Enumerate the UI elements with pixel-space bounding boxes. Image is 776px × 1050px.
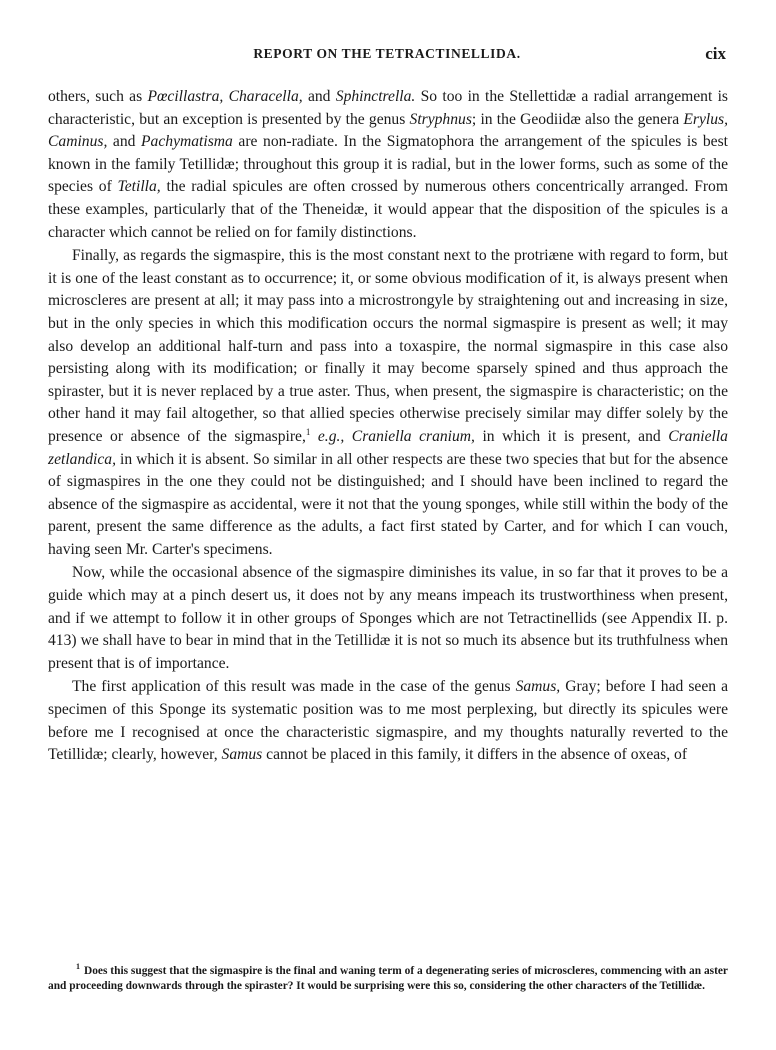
text-run: The first application of this result was made in the case of the genus — [72, 678, 516, 696]
text-run — [310, 428, 318, 445]
paragraph — [48, 86, 728, 244]
italic-term: Pœcillastra, — [147, 88, 224, 105]
footnote — [48, 964, 728, 994]
italic-term: Samus, — [515, 678, 561, 696]
italic-term: Samus — [221, 746, 263, 764]
footnote-marker: 1 — [76, 962, 80, 972]
paragraph — [48, 245, 728, 561]
italic-term: Stryphnus — [409, 110, 472, 128]
running-title: REPORT ON THE TETRACTINELLIDA. — [253, 46, 521, 61]
footnote-text: Does this suggest that the sigmaspire is the final and waning term of a degenerating series of microscleres, commencing with an aster and proceeding downwards through the spiraster? It would be surprising were this so, considering the other characters of the Tetillidæ. — [48, 965, 728, 992]
text-run: and — [302, 88, 336, 105]
paragraph — [48, 676, 728, 766]
text-run: Gray; before I had seen a specimen of this Sponge its systematic position was to me most perplexing, but directly its spicules were before me I recognised at once the characteristic sigmaspire, and my thoughts naturally reverted to the Tetillidæ; clearly, however, — [48, 678, 728, 764]
footnote-reference: 1 — [305, 426, 311, 437]
text-run: So too in the Stellettidæ a radial arrangement is characteristic, but an exception is presented by the genus — [48, 88, 728, 128]
text-run: in which it is present, and — [474, 427, 669, 445]
text-run: Finally, as regards the sigmaspire, this is the most constant next to the protriæne with regard to form, but it is one of the least constant as to occurrence; it, or some obvious modification of it, is always present when microscleres are present at all; it may pass into a microstrongyle by straightening out and increasing in size, but in the only species in which this modification occurs the normal sigmaspire is present as well; it may also develop an additional half-turn and pass into a toxaspire, the normal sigmaspire in this case also persisting along with its modification; or finally it may become sparsely spined and thus approach the spiraster, but it is never replaced by a true aster. Thus, when present, the sigmaspire is characteristic; on the other hand it may fail altogether, so that allied species otherwise precisely similar may differ solely by the presence or absence of the sigmaspire, — [48, 247, 728, 445]
text-run: in which it is absent. So similar in all other respects are these two species that but for the absence of sigmaspires in the one they could not be distinguished; and I should have been inclined to regard the absence of the sigmaspire as accidental, were it not that the young sponges, while still within the body of the parent, present the same difference as the adults, a fact first stated by Carter, and for which I can vouch, having seen Mr. Carter's specimens. — [48, 450, 728, 558]
body-text — [48, 86, 728, 767]
text-run: are non-radiate. In the Sigmatophora the arrangement of the spicules is best known in the family Tetillidæ; throughout this group it is radial, but in the lower forms, such as some of the species of — [48, 133, 729, 196]
text-run: and — [107, 133, 142, 151]
italic-term: Sphinctrella. — [335, 88, 416, 105]
text-run: the radial spicules are often crossed by numerous others concentrically arranged. From these examples, particularly that of the Theneidæ, it would appear that the disposition of the spicules is a character which cannot be relied on for family distinctions. — [48, 178, 728, 241]
italic-term: Pachymatisma — [141, 133, 233, 151]
italic-term: Erylus, — [683, 110, 728, 128]
text-run: others, such as — [48, 88, 148, 105]
italic-term: Craniella zetlandica, — [48, 427, 728, 468]
paragraph — [48, 562, 728, 675]
page-number: cix — [705, 44, 726, 63]
italic-term: Characella, — [228, 88, 303, 105]
italic-term: Caminus, — [48, 133, 108, 151]
text-run: cannot be placed in this family, it differs in the absence of oxeas, of — [262, 746, 688, 764]
text-run: ; in the Geodiidæ also the genera — [471, 110, 684, 128]
footnotes — [48, 964, 728, 994]
text-run: Now, while the occasional absence of the sigmaspire diminishes its value, in so far that it proves to be a guide which may at a pinch desert us, it does not by any means impeach its trustworthiness when present, and if we attempt to follow it in other groups of Sponges which are not Tetractinellids (see Appendix II. p. 413) we shall have to bear in mind that in the Tetillidæ it is not so much its absence but its truthfulness when present that is of importance. — [48, 564, 728, 672]
running-header — [48, 44, 726, 68]
italic-term: Tetilla, — [117, 178, 161, 196]
italic-term: e.g., — [317, 427, 345, 445]
italic-term: Craniella cranium, — [351, 427, 475, 445]
text-run — [344, 428, 352, 445]
